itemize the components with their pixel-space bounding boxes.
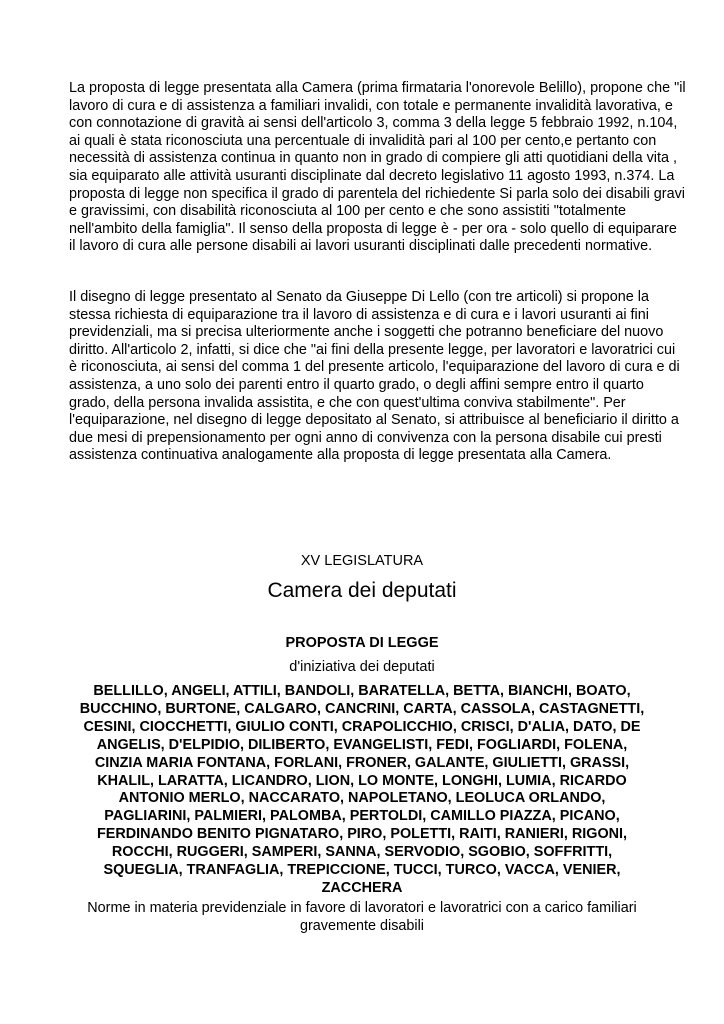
iniziativa-subtitle: d'iniziativa dei deputati <box>289 659 435 675</box>
legislatura-heading: XV LEGISLATURA <box>300 553 424 569</box>
deputati-list: BELLILLO, ANGELI, ATTILI, BANDOLI, BARATELLA, BETTA, BIANCHI, BOATO, BUCCHINO, BURTONE, CALGARO, CANCRINI, CARTA, CASSOLA, CASTAGNETTI, CESINI, CIOCCHETTI, GIULIO CONTI, CRAPOLICCHIO, CRISCI, D'ALIA, DATO, DE ANGELIS, D'ELPIDIO, DILIBERTO, EVANGELISTI, FEDI, FOGLIARDI, FOLENA, CINZIA MARIA FONTANA, FORLANI, FRONER, GALANTE, GIULIETTI, GRASSI, KHALIL, LARATTA, LICANDRO, LION, LO MONTE, LONGHI, LUMIA, RICARDO ANTONIO MERLO, NACCARATO, NAPOLETANO, LEOLUCA ORLANDO, PAGLIARINI, PALMIERI, PALOMBA, PERTOLDI, CAMILLO PIAZZA, PICANO, FERDINANDO BENITO PIGNATARO, PIRO, POLETTI, RAITI, RANIERI, RIGONI, ROCCHI, RUGGERI, SAMPERI, SANNA, SERVODIO, SGOBIO, SOFFRITTI, SQUEGLIA, TRANFAGLIA, TREPICCIONE, TUCCI, TURCO, VACCA, VENIER, ZACCHERA <box>79 683 645 896</box>
norme-title: Norme in materia previdenziale in favore di lavoratori e lavoratrici con a carico familiari gravemente disabili <box>87 900 637 934</box>
camera-heading: Camera dei deputati <box>267 579 457 602</box>
proposta-title: PROPOSTA DI LEGGE <box>285 635 439 651</box>
paragraph-camera-proposal: La proposta di legge presentata alla Camera (prima firmataria l'onorevole Belillo), propone che "il lavoro di cura e di assistenza a familiari invalidi, con totale e permanente invalidità lavorativa, e con connotazione di gravità ai sensi dell'articolo 3, comma 3 della legge 5 febbraio 1992, n.104, ai quali è stata riconosciuta una percentuale di invalidità pari al 100 per cento,e pertanto con necessità di assistenza continua in quanto non in grado di compiere gli atti quotidiani della vita , sia equiparato alle attività usuranti disciplinate dal decreto legislativo 11 agosto 1993, n.374. La proposta di legge non specifica il grado di parentela del richiedente Si parla solo dei disabili gravi e gravissimi, con disabilità riconosciuta al 100 per cento e che sono assistiti "totalmente nell'ambito della famiglia". Il senso della proposta di legge è - per ora - solo quello di equiparare il lavoro di cura alle persone disabili ai lavori usuranti disciplinati dalle precedenti normative. <box>69 80 686 255</box>
paragraph-senate-bill: Il disegno di legge presentato al Senato da Giuseppe Di Lello (con tre articoli) si propone la stessa richiesta di equiparazione tra il lavoro di assistenza e di cura e i lavori usuranti ai fini previdenziali, ma si precisa ulteriormente anche i soggetti che potranno beneficiare del nuovo diritto. All'articolo 2, infatti, si dice che "ai fini della presente legge, per lavoratori e lavoratrici cui è riconosciuta, ai sensi del comma 1 del presente articolo, l'equiparazione del lavoro di cura e di assistenza, a uno solo dei parenti entro il quarto grado, o degli affini sempre entro il quarto grado, della persona invalida assistita, e che con quest'ultima conviva stabilmente". Per l'equiparazione, nel disegno di legge depositato al Senato, si attribuisce al beneficiario il diritto a due mesi di prepensionamento per ogni anno di convivenza con la persona disabile cui presti assistenza continuativa analogamente alla proposta di legge presentata alla Camera. <box>69 289 680 464</box>
